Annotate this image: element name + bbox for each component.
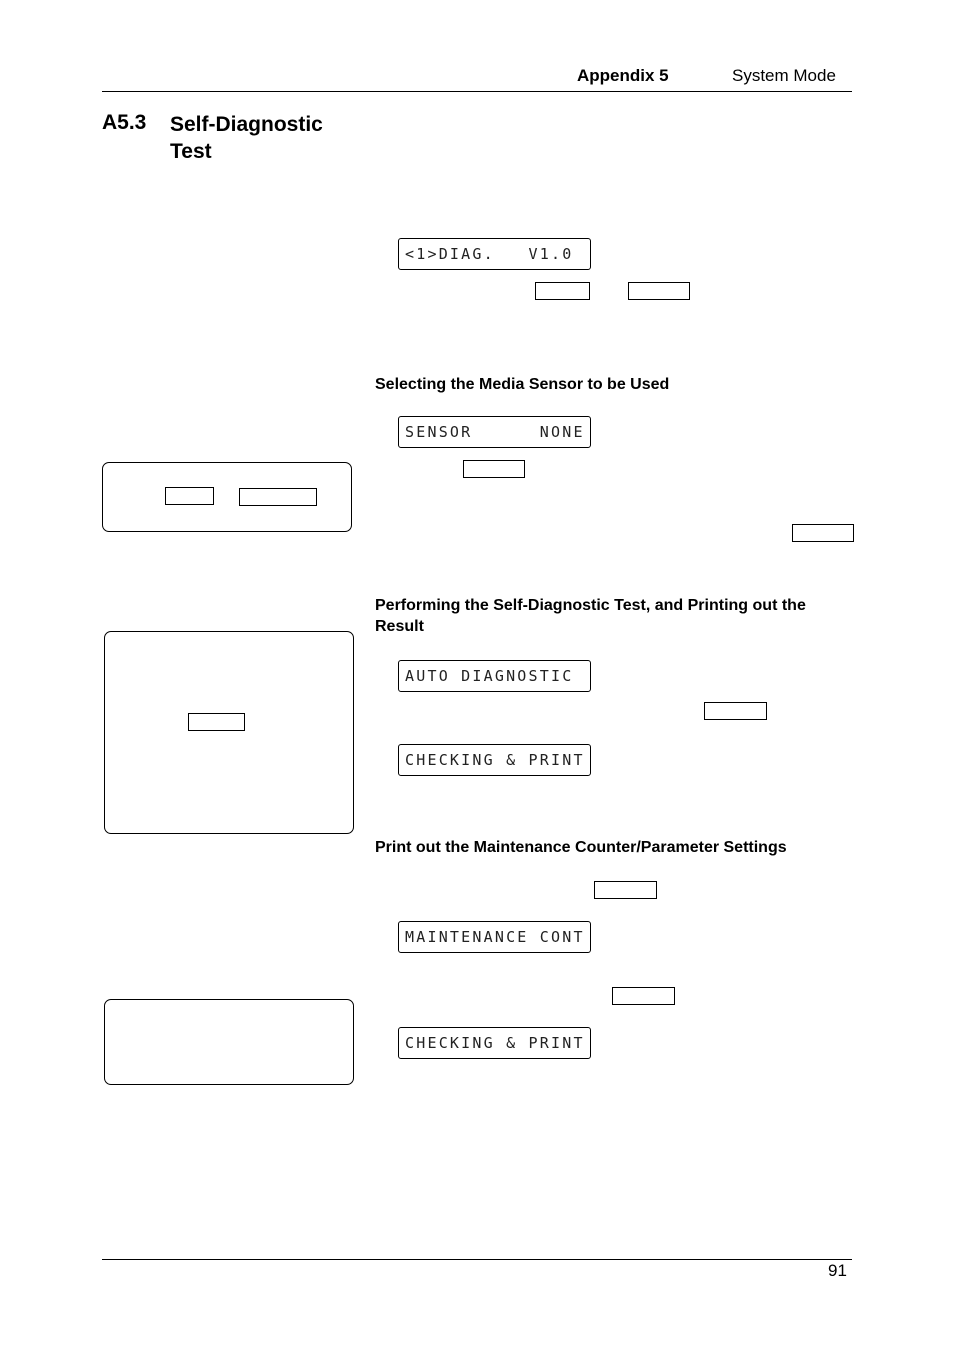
section-number: A5.3 xyxy=(102,111,147,134)
note-box xyxy=(104,999,354,1085)
header-rule xyxy=(102,91,852,92)
note-box xyxy=(102,462,352,532)
lcd-checking-print: CHECKING & PRINT xyxy=(398,744,591,776)
key-box xyxy=(463,460,525,478)
page-number: 91 xyxy=(828,1261,847,1280)
subheading-maintenance: Print out the Maintenance Counter/Parameter Settings xyxy=(375,839,787,856)
key-box xyxy=(594,881,657,899)
key-box xyxy=(165,487,214,505)
lcd-diag: <1>DIAG. V1.0 xyxy=(398,238,591,270)
footer-rule xyxy=(102,1259,852,1260)
header-mode: System Mode xyxy=(732,66,836,85)
key-box xyxy=(535,282,590,300)
lcd-sensor: SENSOR NONE xyxy=(398,416,591,448)
subheading-media-sensor: Selecting the Media Sensor to be Used xyxy=(375,376,670,393)
header-appendix: Appendix 5 xyxy=(577,66,669,85)
lcd-maintenance-cont: MAINTENANCE CONT xyxy=(398,921,591,953)
key-box xyxy=(792,524,854,542)
key-box xyxy=(188,713,245,731)
lcd-auto-diagnostic: AUTO DIAGNOSTIC xyxy=(398,660,591,692)
key-box xyxy=(628,282,690,300)
subheading-self-diagnostic: Performing the Self-Diagnostic Test, and Printing out the Result xyxy=(375,597,806,635)
key-box xyxy=(704,702,767,720)
key-box xyxy=(239,488,317,506)
note-box xyxy=(104,631,354,834)
key-box xyxy=(612,987,675,1005)
section-title: Self-Diagnostic Test xyxy=(170,113,323,163)
lcd-checking-print: CHECKING & PRINT xyxy=(398,1027,591,1059)
